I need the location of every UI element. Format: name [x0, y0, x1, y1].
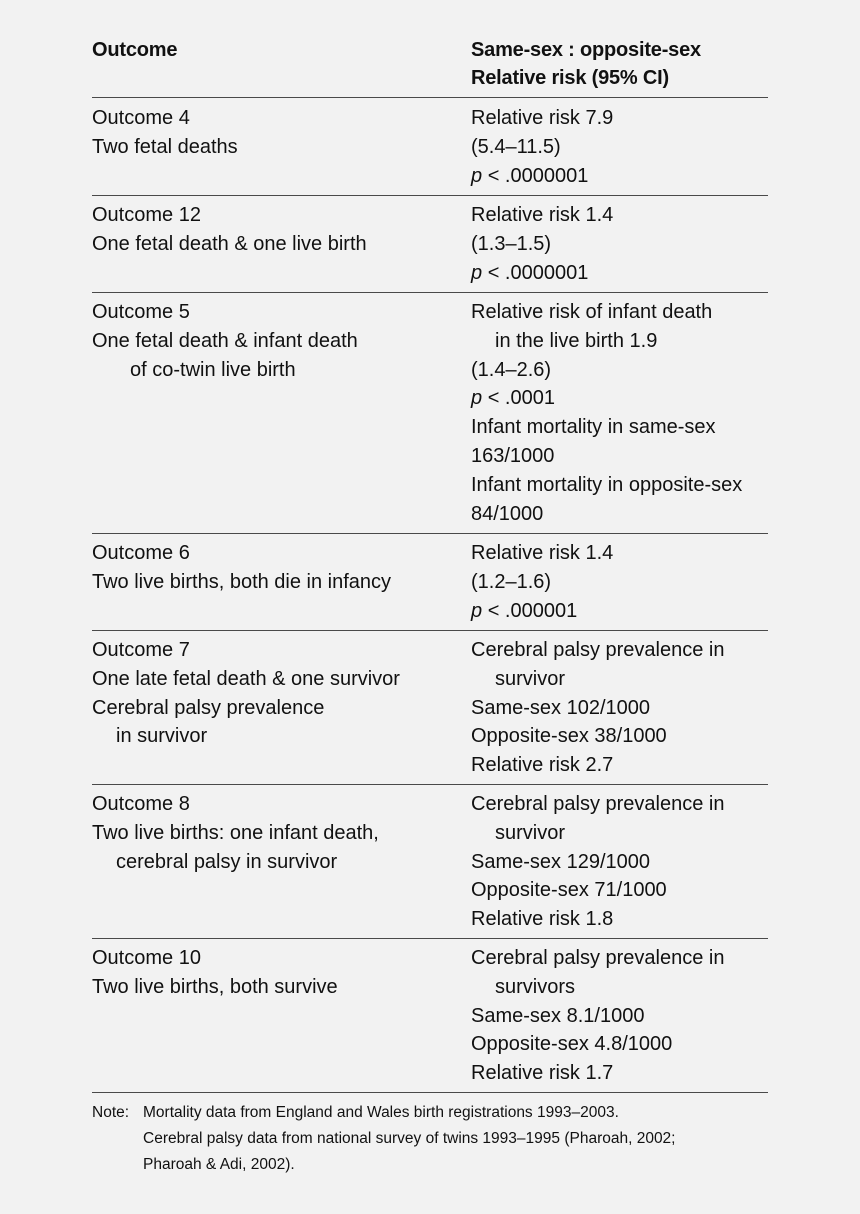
- rule-header: [92, 97, 768, 98]
- header-relative-risk: [471, 36, 701, 92]
- outcome-cell: [92, 790, 462, 876]
- result-line: Opposite-sex 38/1000: [471, 725, 667, 748]
- result-cell: [471, 636, 771, 780]
- p-value-text: < .0000001: [487, 261, 589, 284]
- result-line: Relative risk of infant death: [471, 301, 713, 323]
- result-line: (1.4–2.6): [471, 358, 552, 381]
- result-line: in the live birth 1.9: [495, 329, 658, 352]
- p-symbol: p: [471, 261, 483, 284]
- rule-row: [92, 630, 768, 631]
- p-value-text: < .0001: [487, 387, 555, 410]
- result-cell: [471, 790, 771, 934]
- result-line: (1.3–1.5): [471, 232, 552, 255]
- result-line: Cerebral palsy prevalence in: [471, 793, 725, 815]
- outcome-desc: One late fetal death & one survivor: [92, 667, 400, 690]
- result-line: Relative risk 7.9: [471, 107, 614, 129]
- p-value-text: < .0000001: [487, 164, 589, 187]
- outcome-title: Outcome 5: [92, 301, 190, 323]
- rule-row: [92, 533, 768, 534]
- outcome-cell: [92, 636, 462, 751]
- result-line: Relative risk 1.4: [471, 542, 614, 564]
- result-line: 84/1000: [471, 502, 544, 525]
- result-cell: [471, 104, 771, 190]
- rule-footer: [92, 1092, 768, 1093]
- result-line: Cerebral palsy prevalence in: [471, 639, 725, 661]
- result-line: survivors: [495, 975, 576, 998]
- outcome-desc: Two live births: one infant death,: [92, 821, 379, 844]
- result-line: Relative risk 2.7: [471, 754, 614, 777]
- p-value: [471, 384, 771, 413]
- result-line: Same-sex 129/1000: [471, 850, 651, 873]
- p-value: [471, 162, 771, 191]
- result-line: 163/1000: [471, 444, 555, 467]
- rule-row: [92, 938, 768, 939]
- outcome-desc: One fetal death & infant death: [92, 329, 358, 352]
- outcome-title: Outcome 8: [92, 793, 190, 815]
- result-line: survivor: [495, 821, 566, 844]
- header-rr-line1: Same-sex : opposite-sex: [471, 39, 701, 61]
- result-line: Relative risk 1.4: [471, 204, 614, 226]
- result-line: Relative risk 1.8: [471, 908, 614, 931]
- note-line: Pharoah & Adi, 2002).: [143, 1156, 295, 1173]
- p-value: [471, 597, 771, 626]
- p-symbol: p: [471, 164, 483, 187]
- result-line: (1.2–1.6): [471, 570, 552, 593]
- result-line: Cerebral palsy prevalence in: [471, 947, 725, 969]
- outcome-desc: Cerebral palsy prevalence: [92, 696, 325, 719]
- result-line: Opposite-sex 4.8/1000: [471, 1033, 673, 1056]
- result-line: (5.4–11.5): [471, 135, 561, 158]
- note-label: Note:: [92, 1104, 130, 1121]
- result-cell: [471, 944, 771, 1088]
- rule-row: [92, 292, 768, 293]
- result-cell: [471, 539, 771, 625]
- result-line: Infant mortality in opposite-sex: [471, 473, 743, 496]
- result-line: Same-sex 8.1/1000: [471, 1004, 645, 1027]
- outcome-title: Outcome 12: [92, 204, 201, 226]
- p-value: [471, 259, 771, 288]
- p-value-text: < .000001: [487, 599, 578, 622]
- outcome-desc: One fetal death & one live birth: [92, 232, 367, 255]
- outcome-cell: [92, 104, 462, 162]
- outcome-title: Outcome 7: [92, 639, 190, 661]
- result-line: Infant mortality in same-sex: [471, 416, 716, 439]
- outcome-title: Outcome 10: [92, 947, 201, 969]
- result-line: survivor: [495, 667, 566, 690]
- result-cell: [471, 201, 771, 287]
- outcome-desc: in survivor: [116, 725, 208, 748]
- result-cell: [471, 298, 771, 528]
- outcome-desc: of co-twin live birth: [130, 358, 296, 381]
- header-rr-line2: Relative risk (95% CI): [471, 67, 669, 89]
- note-text: [143, 1100, 773, 1178]
- outcome-desc: Two live births, both survive: [92, 975, 338, 998]
- outcome-cell: [92, 539, 462, 597]
- rule-row: [92, 784, 768, 785]
- outcome-cell: [92, 201, 462, 259]
- p-symbol: p: [471, 387, 483, 410]
- rule-row: [92, 195, 768, 196]
- note-line: Cerebral palsy data from national survey of twins 1993–1995 (Pharoah, 2002;: [143, 1130, 676, 1147]
- outcome-title: Outcome 6: [92, 542, 190, 564]
- p-symbol: p: [471, 599, 483, 622]
- outcome-cell: [92, 298, 462, 384]
- result-line: Relative risk 1.7: [471, 1062, 614, 1085]
- outcome-desc: Two live births, both die in infancy: [92, 570, 392, 593]
- outcome-title: Outcome 4: [92, 107, 190, 129]
- header-outcome: Outcome: [92, 39, 178, 61]
- result-line: Same-sex 102/1000: [471, 696, 651, 719]
- note-line: Mortality data from England and Wales birth registrations 1993–2003.: [143, 1104, 619, 1121]
- outcome-desc: cerebral palsy in survivor: [116, 850, 338, 873]
- outcome-cell: [92, 944, 462, 1002]
- outcome-desc: Two fetal deaths: [92, 135, 238, 158]
- result-line: Opposite-sex 71/1000: [471, 879, 667, 902]
